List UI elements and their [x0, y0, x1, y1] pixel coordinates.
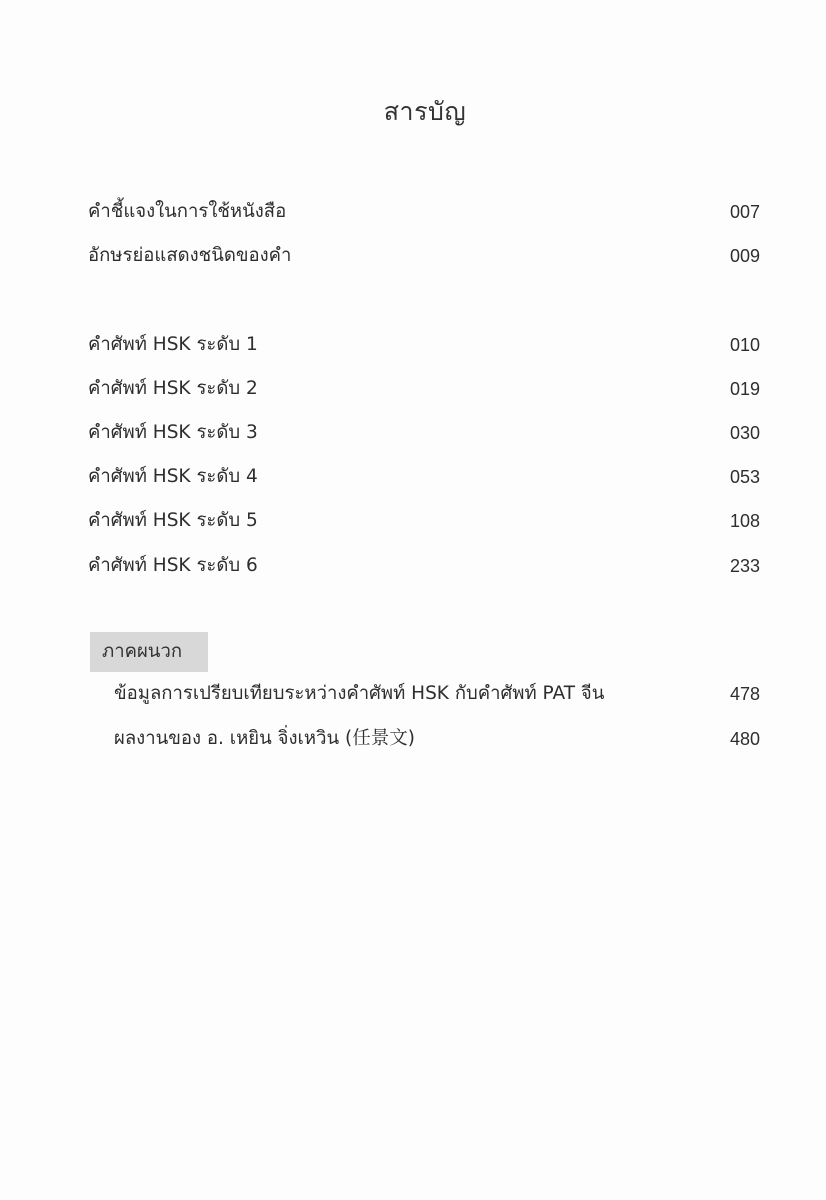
toc-entry-label: ข้อมูลการเปรียบเทียบระหว่างคำศัพท์ HSK กับคำศัพท์ PAT จีน — [114, 683, 605, 704]
toc-entry-page: 233 — [729, 556, 760, 576]
toc-entry — [88, 196, 760, 228]
toc-entry-page: 007 — [729, 202, 760, 222]
toc-entry-page: 478 — [729, 684, 760, 704]
toc-entry — [88, 373, 760, 405]
toc-entry-page: 019 — [729, 379, 760, 399]
toc-entry-page: 009 — [729, 246, 760, 266]
page-title: สารบัญ — [383, 97, 467, 126]
toc-entry — [88, 329, 760, 361]
toc-entry — [114, 723, 760, 755]
toc-entry-label: คำศัพท์ HSK ระดับ 3 — [88, 422, 258, 443]
toc-entry-label: คำศัพท์ HSK ระดับ 2 — [88, 378, 258, 399]
toc-entry-page: 010 — [729, 335, 760, 355]
toc-entry-label: คำชี้แจงในการใช้หนังสือ — [88, 201, 287, 222]
appendix-heading: ภาคผนวก — [90, 632, 208, 672]
toc-entry — [114, 678, 760, 710]
toc-entry-page: 030 — [729, 423, 760, 443]
toc-entry-page: 053 — [729, 467, 760, 487]
toc-entry-label: คำศัพท์ HSK ระดับ 6 — [88, 555, 258, 576]
toc-entry — [88, 461, 760, 493]
toc-entry-label: อักษรย่อแสดงชนิดของคำ — [88, 245, 292, 266]
toc-entry-page: 108 — [729, 511, 760, 531]
toc-entry — [88, 550, 760, 582]
toc-entry — [88, 240, 760, 272]
toc-entry-label: คำศัพท์ HSK ระดับ 5 — [88, 510, 258, 531]
toc-entry-page: 480 — [729, 729, 760, 749]
toc-entry-label: ผลงานของ อ. เหยิน จิ่งเหวิน (任景文) — [114, 728, 415, 749]
toc-entry-label: คำศัพท์ HSK ระดับ 4 — [88, 466, 258, 487]
toc-entry — [88, 505, 760, 537]
toc-entry-label: คำศัพท์ HSK ระดับ 1 — [88, 334, 258, 355]
toc-entry — [88, 417, 760, 449]
